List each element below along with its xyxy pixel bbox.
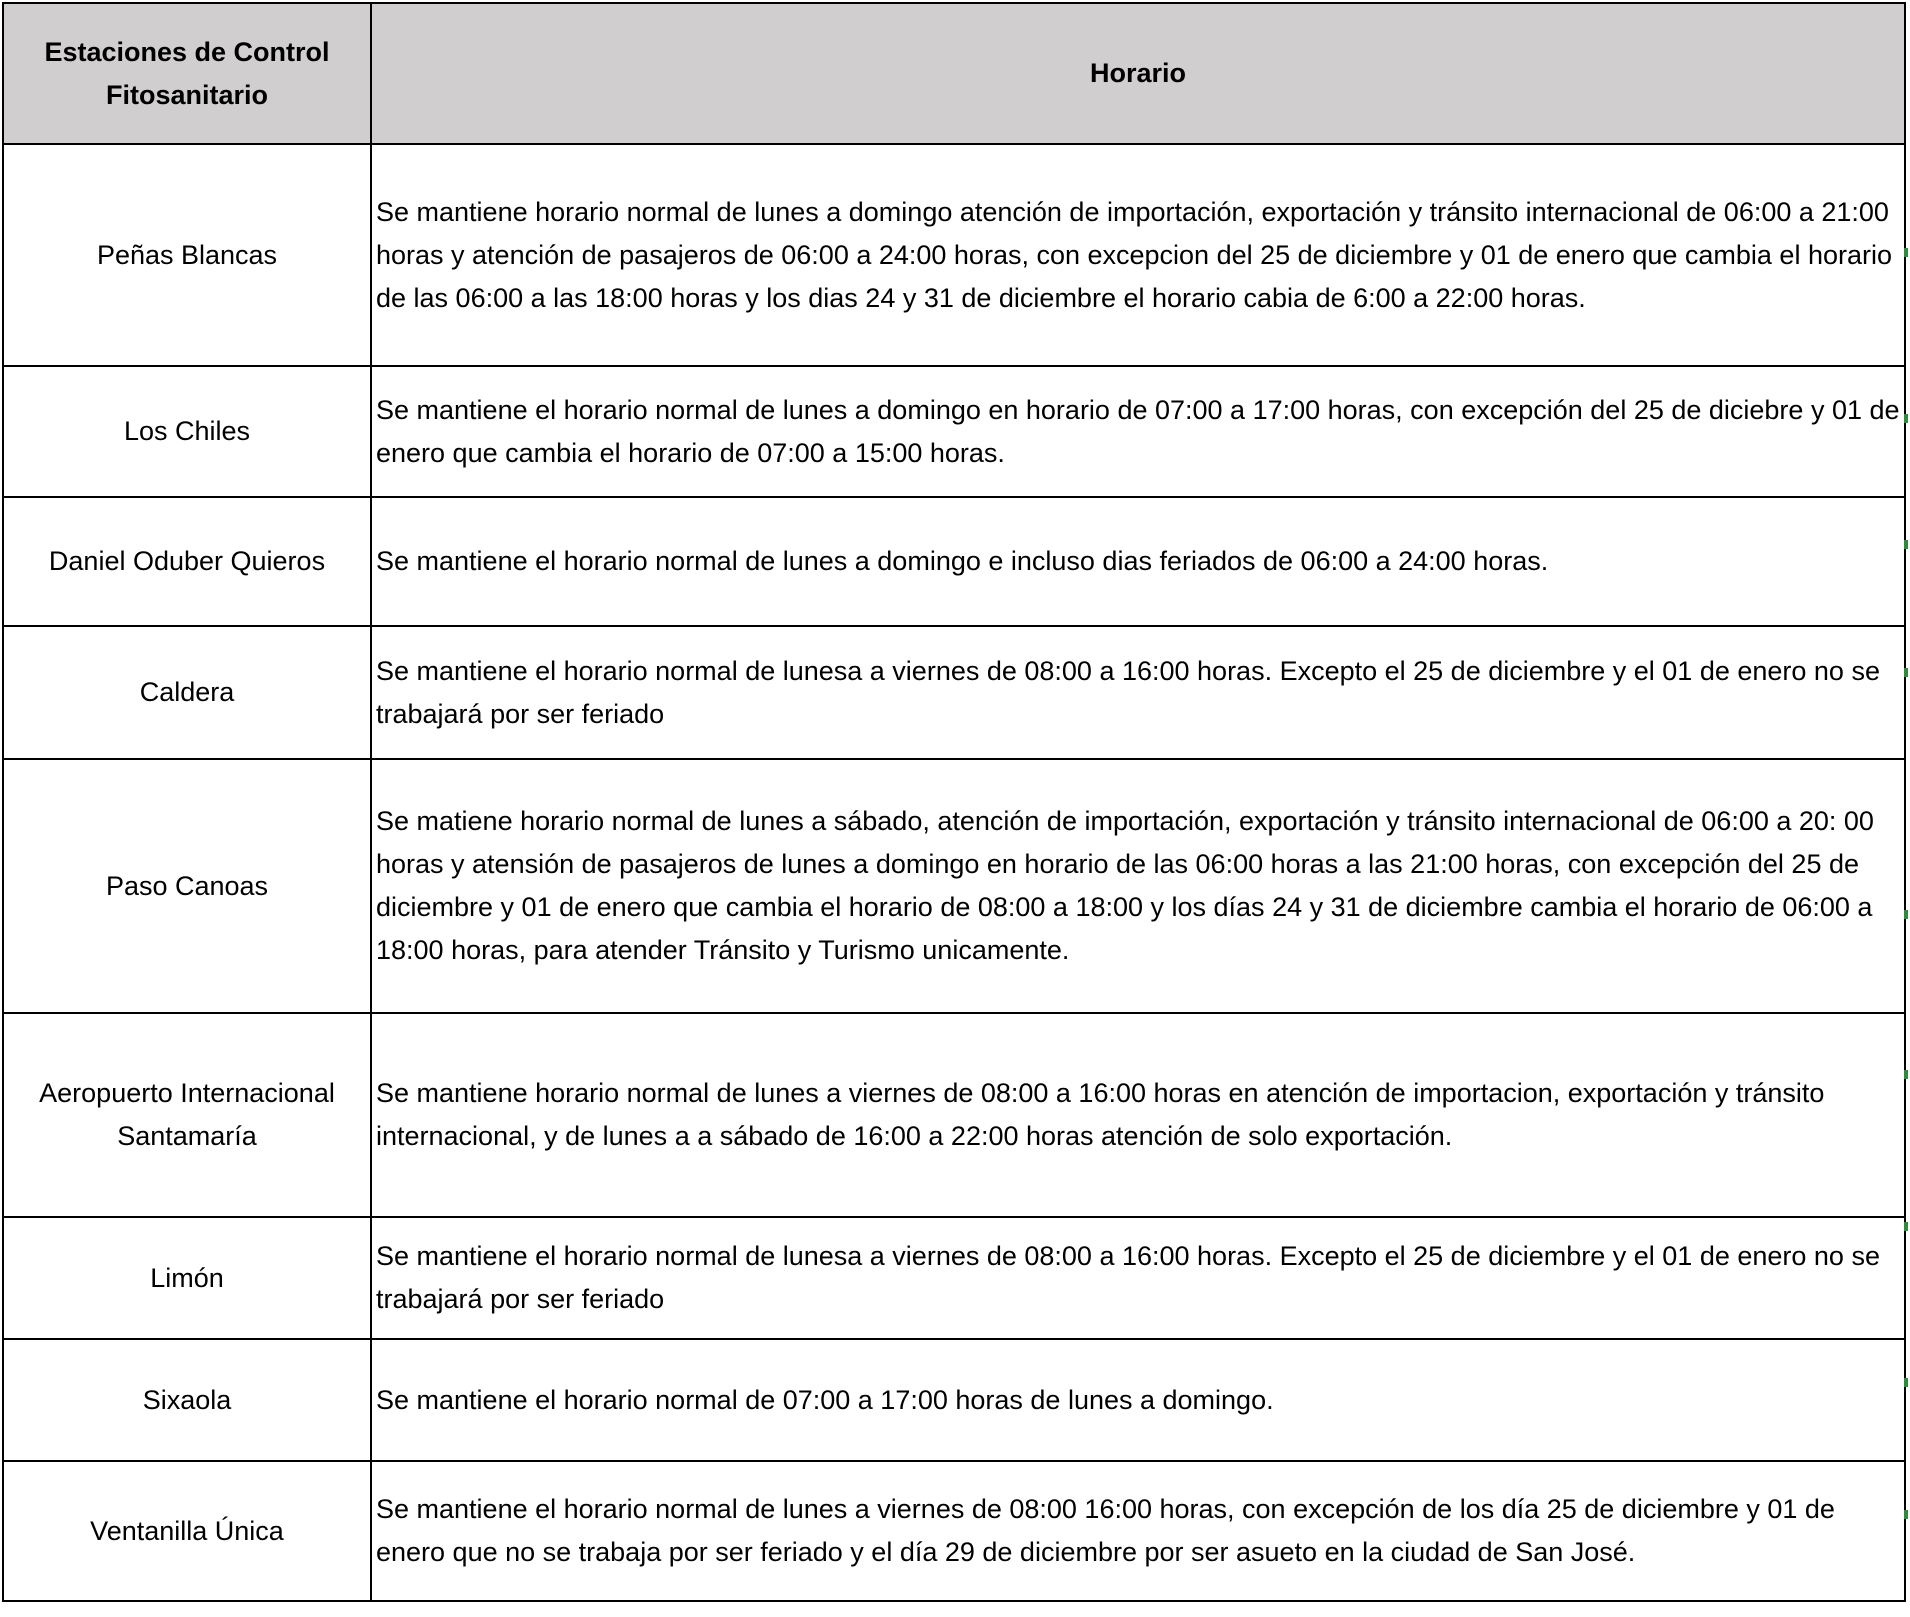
table-row [3,1013,1905,1217]
horario-cell: Se mantiene el horario normal de 07:00 a 17:00 horas de lunes a domingo. [371,1339,1905,1461]
horario-cell: Se mantiene horario normal de lunes a viernes de 08:00 a 16:00 horas en atención de importacion, exportación y tránsito internacional, y de lunes a a sábado de 16:00 a 22:00 horas atención de solo exportación. [371,1013,1905,1217]
station-cell: Sixaola [3,1339,371,1461]
station-cell: Paso Canoas [3,759,371,1013]
table-body [3,144,1905,1601]
header-horario: Horario [371,3,1905,144]
table-row [3,366,1905,497]
horario-cell: Se mantiene el horario normal de lunes a domingo en horario de 07:00 a 17:00 horas, con excepción del 25 de diciebre y 01 de enero que cambia el horario de 07:00 a 15:00 horas. [371,366,1905,497]
station-cell: Caldera [3,626,371,759]
comment-indicator-icon [1904,1378,1908,1387]
comment-indicator-icon [1904,414,1908,423]
horario-cell: Se mantiene el horario normal de lunes a domingo e incluso dias feriados de 06:00 a 24:00 horas. [371,497,1905,626]
table-row [3,1339,1905,1461]
comment-indicator-icon [1904,1510,1908,1519]
horario-cell: Se mantiene el horario normal de lunesa a viernes de 08:00 a 16:00 horas. Excepto el 25 de diciembre y el 01 de enero no se trabajará por ser feriado [371,1217,1905,1339]
comment-indicator-icon [1904,1070,1908,1079]
comment-indicator-icon [1904,910,1908,919]
comment-indicator-icon [1904,248,1908,257]
table-header [3,3,1905,144]
table-row [3,1217,1905,1339]
header-row [3,3,1905,144]
schedule-table [2,2,1906,1602]
station-cell: Limón [3,1217,371,1339]
header-station: Estaciones de Control Fitosanitario [3,3,371,144]
table-row [3,626,1905,759]
comment-indicator-icon [1904,540,1908,549]
station-cell: Aeropuerto Internacional Santamaría [3,1013,371,1217]
horario-cell: Se mantiene horario normal de lunes a domingo atención de importación, exportación y tránsito internacional de 06:00 a 21:00 horas y atención de pasajeros de 06:00 a 24:00 horas, con excepcion del 25 de diciembre y 01 de enero que cambia el horario de las 06:00 a las 18:00 horas y los dias 24 y 31 de diciembre el horario cabia de 6:00 a 22:00 horas. [371,144,1905,366]
table-row [3,497,1905,626]
horario-cell: Se mantiene el horario normal de lunesa a viernes de 08:00 a 16:00 horas. Excepto el 25 de diciembre y el 01 de enero no se trabajará por ser feriado [371,626,1905,759]
station-cell: Peñas Blancas [3,144,371,366]
station-cell: Daniel Oduber Quieros [3,497,371,626]
horario-cell: Se mantiene el horario normal de lunes a viernes de 08:00 16:00 horas, con excepción de los día 25 de diciembre y 01 de enero que no se trabaja por ser feriado y el día 29 de diciembre por ser asueto en la ciudad de San José. [371,1461,1905,1601]
table-row [3,759,1905,1013]
horario-cell: Se matiene horario normal de lunes a sábado, atención de importación, exportación y tránsito internacional de 06:00 a 20: 00 horas y atensión de pasajeros de lunes a domingo en horario de las 06:00 horas a las 21:00 horas, con excepción del 25 de diciembre y 01 de enero que cambia el horario de 08:00 a 18:00 y los días 24 y 31 de diciembre cambia el horario de 06:00 a 18:00 horas, para atender Tránsito y Turismo unicamente. [371,759,1905,1013]
table-row [3,144,1905,366]
table-row [3,1461,1905,1601]
comment-indicator-icon [1904,668,1908,677]
station-cell: Los Chiles [3,366,371,497]
station-cell: Ventanilla Única [3,1461,371,1601]
comment-indicator-icon [1904,1222,1908,1231]
